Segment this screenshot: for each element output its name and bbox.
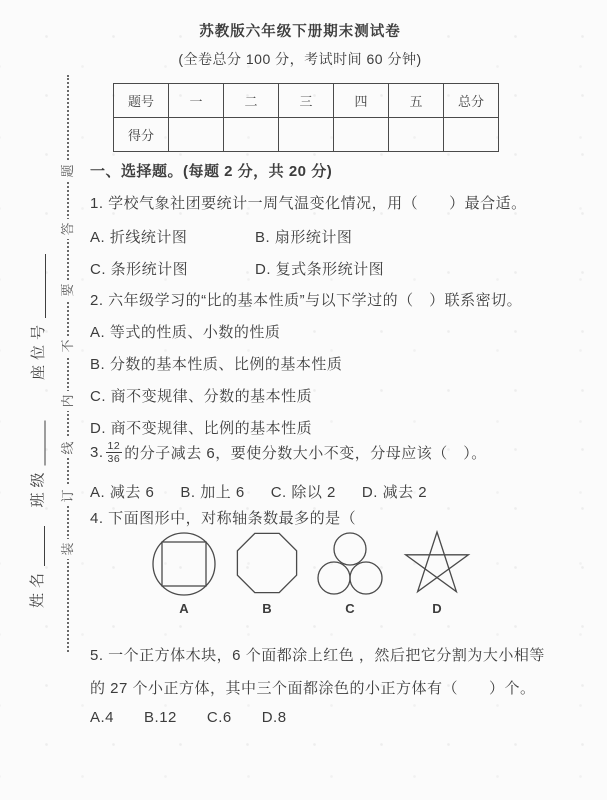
- exam-title: 苏教版六年级下册期末测试卷: [199, 24, 401, 40]
- question-1-option-a: A. 折线统计图: [90, 229, 188, 246]
- class-field: [28, 413, 48, 508]
- question-3-option-a: A. 减去 6: [90, 484, 155, 501]
- question-3-option-d: D. 减去 2: [361, 484, 428, 501]
- question-3-fraction: [106, 440, 123, 465]
- three-circles-icon: [318, 533, 382, 594]
- question-2-option-a: A. 等式的性质、小数的性质: [90, 324, 281, 341]
- score-table: [113, 83, 499, 152]
- question-1-option-c: C. 条形统计图: [90, 261, 189, 278]
- score-table-cell: 三: [279, 84, 334, 118]
- question-2-text: 2. 六年级学习的“比的基本性质”与以下学过的（ ）联系密切。: [90, 292, 523, 309]
- binding-char-6: 线: [58, 438, 78, 458]
- question-1-option-d: D. 复式条形统计图: [255, 261, 385, 278]
- seat-number-label: 座位号: [30, 319, 47, 380]
- score-table-cell: [224, 118, 279, 152]
- question-2-option-c: C. 商不变规律、分数的基本性质: [90, 388, 313, 405]
- score-table-cell: [169, 118, 224, 152]
- question-2-option-d: D. 商不变规律、比例的基本性质: [90, 420, 313, 437]
- five-pointed-star-icon: [406, 532, 469, 592]
- question-1-text: 1. 学校气象社团要统计一周气温变化情况，用（ ）最合适。: [90, 195, 527, 212]
- question-3-option-b: B. 加上 6: [180, 484, 245, 501]
- question-4-text: 4. 下面图形中，对称轴条数最多的是（: [90, 510, 357, 527]
- score-table-score-row: [114, 118, 499, 152]
- class-blank-line: [43, 420, 46, 465]
- score-table-cell: 得分: [114, 118, 169, 152]
- shape-label-d: D: [432, 601, 442, 616]
- score-table-cell: [279, 118, 334, 152]
- binding-char-7: 订: [58, 486, 78, 506]
- score-table-header-row: [114, 84, 499, 118]
- exam-subtitle: (全卷总分 100 分，考试时间 60 分钟): [178, 51, 422, 67]
- shape-label-c: C: [345, 601, 355, 616]
- binding-char-5: 内: [58, 391, 78, 411]
- question-5-option-c: C.6: [206, 709, 232, 726]
- question-1-option-b: B. 扇形统计图: [255, 229, 353, 246]
- question-5-option-a: A.4: [90, 709, 115, 726]
- binding-char-8: 装: [58, 539, 78, 559]
- question-4-shapes-figure: [140, 530, 480, 598]
- score-table-cell: 二: [224, 84, 279, 118]
- question-3-number: 3.: [90, 444, 104, 462]
- binding-char-4: 不: [58, 336, 78, 356]
- question-3-text: [90, 440, 487, 465]
- shape-label-b: B: [262, 601, 272, 616]
- fraction-denominator: 36: [107, 453, 121, 466]
- question-3-suffix: 的分子减去 6，要使分数大小不变，分母应该（ ）。: [124, 445, 487, 463]
- question-3-option-c: C. 除以 2: [270, 484, 336, 501]
- section-heading: 一、选择题。(每题 2 分，共 20 分): [90, 163, 333, 180]
- score-table-cell: [389, 118, 444, 152]
- question-5-text-line-1: 5. 一个正方体木块，6 个面都涂上红色 ，然后把它分割为大小相等: [90, 647, 545, 664]
- score-table-cell: 五: [389, 84, 444, 118]
- score-table-cell: 一: [169, 84, 224, 118]
- binding-char-1: 题: [58, 161, 78, 181]
- question-5-option-d: D.8: [261, 709, 287, 726]
- name-blank-line: [42, 526, 45, 566]
- question-5-option-b: B.12: [144, 709, 177, 726]
- score-table-cell: [444, 118, 499, 152]
- fraction-numerator: 12: [107, 440, 121, 452]
- name-field: [27, 522, 47, 608]
- shape-label-a: A: [179, 601, 189, 616]
- binding-char-3: 要: [58, 280, 78, 300]
- question-3-options: [90, 481, 427, 502]
- score-table-cell: 题号: [114, 84, 169, 118]
- question-5-options: [90, 709, 287, 726]
- binding-char-2: 答: [58, 219, 78, 239]
- seat-number-blank-line: [43, 254, 46, 318]
- score-table-cell: 四: [334, 84, 389, 118]
- score-table-cell: 总分: [444, 84, 499, 118]
- score-table-cell: [334, 118, 389, 152]
- circle-inscribed-square-icon: [153, 533, 215, 595]
- name-label: 姓名: [29, 567, 46, 608]
- octagon-icon: [237, 533, 296, 592]
- question-5-text-line-2: 的 27 个小正方体，其中三个面都涂色的小正方体有（ ）个。: [90, 680, 536, 697]
- seat-number-field: [28, 240, 48, 380]
- question-2-option-b: B. 分数的基本性质、比例的基本性质: [90, 356, 343, 373]
- class-label: 班级: [29, 467, 47, 508]
